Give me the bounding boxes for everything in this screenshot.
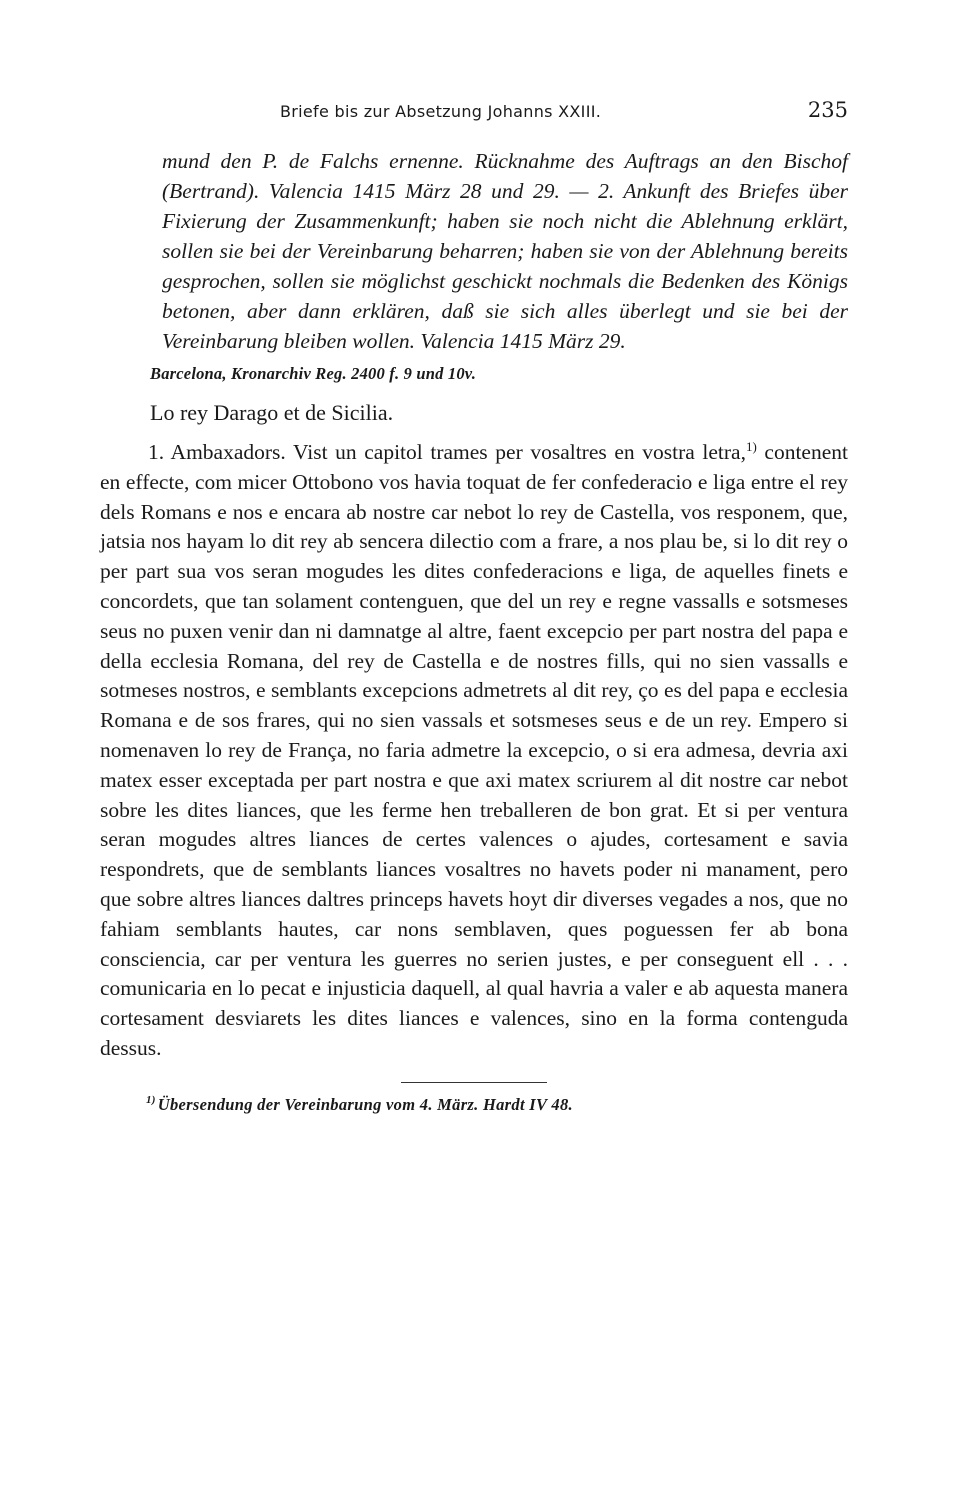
footnote-mark: 1) <box>146 1094 156 1107</box>
paragraph-rest: contenent en effecte, com micer Ottobono vos havia toquat de fer confederacio e liga entre el rey dels Romans e nos e encara ab nostre car nebot lo rey de Castella, vos responem, que, jatsia nos hayam lo dit rey ab sencera dilectio com a frare, a nos plau be, si lo dit rey o per part sua vos seran mogudes les dites confederacions e liga, de aquelles finets e concordets, que tan solament contenguen, que del un rey e regne vassalls e sotsmeses seus no puxen venir dan ni damnatge al altre, faent excepcio per part nostra del papa e della ecclesia Romana, del rey de Castella e de nostres fills, qui no sien vassalls e sotmeses nostros, e semblants excepcions admetrets al dit rey, ço es del papa e ecclesia Romana e de sos frares, qui no sien vassals et sotsmeses seus e de un rey. Empero si nomenaven lo rey de França, no faria admetre la excepcio, o si era admesa, devria axi matex esser exceptada per part nostra e que axi matex scriurem al dit nostre car nebot sobre les dites liances, que les ferme hen treballeren de bon grat. Et si per ventura seran mogudes altres liances de certes valences o ajudes, cortesament e savia respondrets, que de semblants liances vosaltres no havets poder ni manament, pero que sobre altres liances daltres princeps havets hoyt dir diverses vegades a nos, que no fahiam semblants hautes, car nons semblaven, ques poguessen fer ab bona consciencia, car per ventura les guerres no serien justes, e per conseguent ell . . . comunicaria en lo pecat e injusticia daquell, al qual havria a valer e ab aquesta manera cortesament desviarets les dites liances e valences, sino en la forma contenguda dessus. <box>100 440 848 1060</box>
footnote-reference[interactable]: 1) <box>745 438 757 454</box>
running-title: Briefe bis zur Absetzung Johanns XXIII. <box>280 102 602 121</box>
footnote-text: Übersendung der Vereinbarung vom 4. März. Hardt IV 48. <box>157 1094 573 1114</box>
page-number: 235 <box>807 98 848 122</box>
book-page <box>100 96 848 1115</box>
paragraph-start: 1. Ambaxadors. Vist un capitol trames per vosaltres en vostra letra, <box>148 440 746 464</box>
regest-summary <box>162 146 848 356</box>
letter-paragraph <box>100 438 848 1064</box>
letter-body <box>100 438 848 1064</box>
running-head <box>100 96 848 132</box>
footnote-divider <box>401 1082 547 1083</box>
archival-source: Barcelona, Kronarchiv Reg. 2400 f. 9 und 10v. <box>150 364 477 383</box>
regest-text: mund den P. de Falchs ernenne. Rücknahme des Auftrags an den Bischof (Bertrand). Valencia 1415 März 28 und 29. — 2. Ankunft des Briefes über Fixierung der Zusammenkunft; haben sie noch nicht die Ablehnung erklärt, sollen sie bei der Vereinbarung beharren; haben sie von der Ablehnung bereits gesprochen, sollen sie möglichst geschickt nochmals die Bedenken des Königs betonen, aber dann erklären, daß sie sich alles überlegt und sie bei der Vereinbarung bleiben wollen. Valencia 1415 März 29. <box>162 149 848 353</box>
footnote <box>146 1095 848 1115</box>
letter-salutation: Lo rey Darago et de Sicilia. <box>150 400 394 425</box>
